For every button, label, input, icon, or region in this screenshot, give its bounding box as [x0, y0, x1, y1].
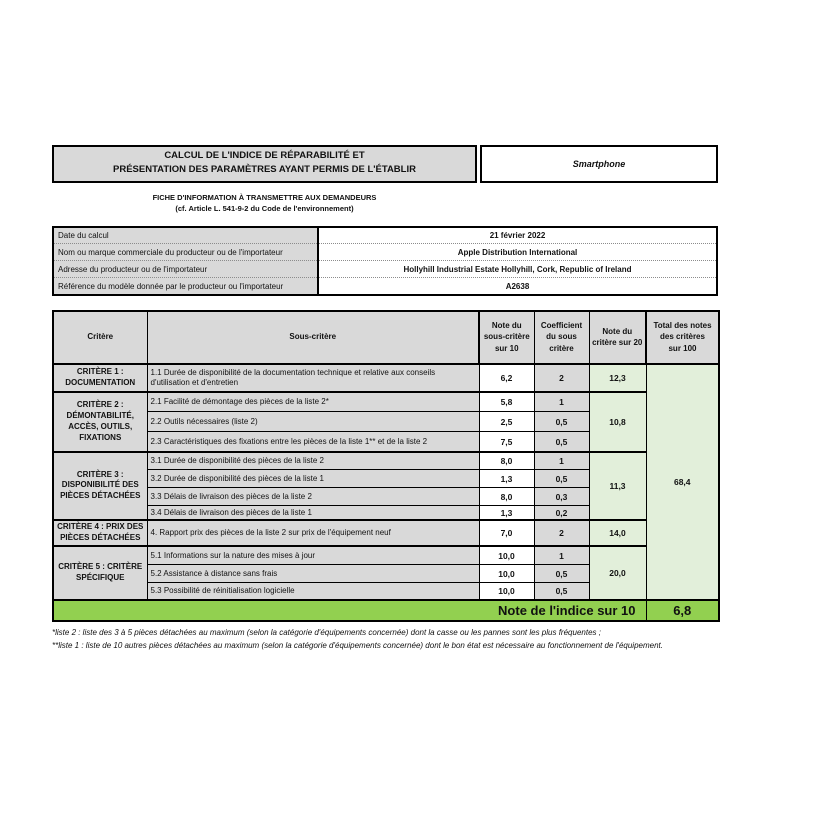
- criterion-score: 11,3: [589, 452, 646, 520]
- table-row: [53, 452, 719, 470]
- subcriterion-score: 1,3: [479, 470, 534, 488]
- document-sheet: [52, 145, 718, 652]
- table-row: [53, 364, 719, 392]
- total-score: 68,4: [646, 364, 719, 600]
- coefficient-value: 0,5: [534, 412, 589, 432]
- index-score-label: Note de l'indice sur 10: [53, 600, 646, 621]
- footnotes: [52, 627, 718, 653]
- subcriterion-label: 1.1 Durée de disponibilité de la documentation technique et relative aux conseils d'utilisation et d'entretien: [147, 364, 479, 392]
- info-value-model: A2638: [318, 278, 717, 295]
- subtitle-line1: FICHE D'INFORMATION À TRANSMETTRE AUX DEMANDEURS: [152, 192, 377, 202]
- index-score-value: 6,8: [646, 600, 719, 621]
- subcriterion-label: 3.2 Durée de disponibilité des pièces de la liste 1: [147, 470, 479, 488]
- subcriterion-score: 6,2: [479, 364, 534, 392]
- subcriterion-label: 3.1 Durée de disponibilité des pièces de la liste 2: [147, 452, 479, 470]
- info-row-model: [53, 278, 717, 295]
- subtitle-line2: (cf. Article L. 541-9-2 du Code de l'environnement): [175, 204, 354, 214]
- coefficient-value: 0,5: [534, 583, 589, 600]
- table-row: [53, 546, 719, 565]
- subcriterion-score: 10,0: [479, 565, 534, 583]
- calc-title-box: [52, 145, 477, 183]
- info-label-model: Référence du modèle donnée par le producteur ou l'importateur: [53, 278, 318, 295]
- col-header-critere: Critère: [53, 311, 147, 364]
- subcriterion-label: 2.1 Facilité de démontage des pièces de la liste 2*: [147, 392, 479, 412]
- coefficient-value: 2: [534, 364, 589, 392]
- subcriterion-score: 7,5: [479, 432, 534, 452]
- col-header-coefficient: Coefficient du sous critère: [534, 311, 589, 364]
- coefficient-value: 1: [534, 546, 589, 565]
- subtitle: [52, 192, 477, 215]
- info-label-name: Nom ou marque commerciale du producteur ou de l'importateur: [53, 244, 318, 261]
- table-row: [53, 392, 719, 412]
- subcriterion-score: 2,5: [479, 412, 534, 432]
- product-type-box: [480, 145, 718, 183]
- subcriterion-label: 5.3 Possibilité de réinitialisation logicielle: [147, 583, 479, 600]
- col-header-total: Total des notes des critères sur 100: [646, 311, 719, 364]
- subcriterion-label: 3.3 Délais de livraison des pièces de la liste 2: [147, 488, 479, 506]
- subcriterion-score: 5,8: [479, 392, 534, 412]
- info-value-date: 21 février 2022: [318, 227, 717, 244]
- index-score-row: [53, 600, 719, 621]
- footnote-liste2: *liste 2 : liste des 3 à 5 pièces détachées au maximum (selon la catégorie d'équipements concernée) dont la casse ou les pannes sont les plus fréquentes ;: [52, 627, 601, 637]
- coefficient-value: 0,5: [534, 470, 589, 488]
- subcriterion-label: 2.2 Outils nécessaires (liste 2): [147, 412, 479, 432]
- coefficient-value: 0,5: [534, 432, 589, 452]
- info-row-address: [53, 261, 717, 278]
- subcriterion-label: 2.3 Caractéristiques des fixations entre les pièces de la liste 1** et de la liste 2: [147, 432, 479, 452]
- footnote-liste1: **liste 1 : liste de 10 autres pièces détachées au maximum (selon la catégorie d'équipements concernée) dont le bon état est nécessaire au fonctionnement de l'équipement.: [52, 640, 663, 650]
- criterion-name: CRITÈRE 2 : DÉMONTABILITÉ, ACCÈS, OUTILS, FIXATIONS: [53, 392, 147, 452]
- coefficient-value: 0,3: [534, 488, 589, 506]
- info-label-address: Adresse du producteur ou de l'importateur: [53, 261, 318, 278]
- criterion-score: 20,0: [589, 546, 646, 600]
- subcriterion-score: 10,0: [479, 583, 534, 600]
- calc-title-line1: CALCUL DE L'INDICE DE RÉPARABILITÉ ET: [164, 150, 365, 161]
- subcriterion-label: 5.1 Informations sur la nature des mises à jour: [147, 546, 479, 565]
- info-row-date: [53, 227, 717, 244]
- subcriterion-score: 10,0: [479, 546, 534, 565]
- col-header-note20: Note du critère sur 20: [589, 311, 646, 364]
- subcriterion-label: 3.4 Délais de livraison des pièces de la liste 1: [147, 506, 479, 520]
- info-label-date: Date du calcul: [53, 227, 318, 244]
- table-row: [53, 520, 719, 546]
- coefficient-value: 0,5: [534, 565, 589, 583]
- subcriterion-score: 1,3: [479, 506, 534, 520]
- criterion-name: CRITÈRE 3 : DISPONIBILITÉ DES PIÈCES DÉTACHÉES: [53, 452, 147, 520]
- product-type-label: Smartphone: [572, 158, 626, 169]
- col-header-sous-critere: Sous-critère: [147, 311, 479, 364]
- coefficient-value: 1: [534, 392, 589, 412]
- producer-info-table: [52, 226, 718, 296]
- header-row: [52, 145, 718, 183]
- subcriterion-label: 4. Rapport prix des pièces de la liste 2 sur prix de l'équipement neuf: [147, 520, 479, 546]
- info-value-address: Hollyhill Industrial Estate Hollyhill, Cork, Republic of Ireland: [318, 261, 717, 278]
- criterion-name: CRITÈRE 1 : DOCUMENTATION: [53, 364, 147, 392]
- subcriterion-label: 5.2 Assistance à distance sans frais: [147, 565, 479, 583]
- score-table: [52, 310, 720, 622]
- criterion-name: CRITÈRE 5 : CRITÈRE SPÉCIFIQUE: [53, 546, 147, 600]
- info-value-name: Apple Distribution International: [318, 244, 717, 261]
- coefficient-value: 0,2: [534, 506, 589, 520]
- subcriterion-score: 8,0: [479, 488, 534, 506]
- coefficient-value: 1: [534, 452, 589, 470]
- subcriterion-score: 7,0: [479, 520, 534, 546]
- criterion-score: 10,8: [589, 392, 646, 452]
- calc-title-line2: PRÉSENTATION DES PARAMÈTRES AYANT PERMIS DE L'ÉTABLIR: [113, 164, 416, 176]
- criterion-score: 12,3: [589, 364, 646, 392]
- score-table-header-row: [53, 311, 719, 364]
- coefficient-value: 2: [534, 520, 589, 546]
- info-row-name: [53, 244, 717, 261]
- criterion-score: 14,0: [589, 520, 646, 546]
- criterion-name: CRITÈRE 4 : PRIX DES PIÈCES DÉTACHÉES: [53, 520, 147, 546]
- subcriterion-score: 8,0: [479, 452, 534, 470]
- col-header-note10: Note du sous-critère sur 10: [479, 311, 534, 364]
